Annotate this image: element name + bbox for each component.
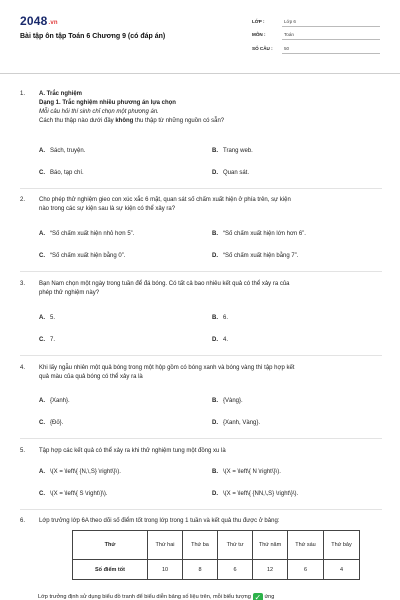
option-text: Trang web. <box>223 148 253 154</box>
option-4b[interactable] <box>212 398 243 404</box>
option-key: B. <box>212 231 218 237</box>
option-text: \(X = \left\{ N \right\}\). <box>223 469 281 475</box>
option-key: D. <box>212 491 218 497</box>
option-2d[interactable] <box>212 253 298 259</box>
option-5c[interactable] <box>39 491 108 497</box>
option-text: “Số chấm xuất hiện bằng 7”. <box>223 253 299 259</box>
question-number: 1. <box>20 91 26 97</box>
table-header-cell: Thứ <box>73 531 148 560</box>
question-text-part: Cách thu thập nào dưới đây <box>39 118 116 124</box>
option-text: \(X = \left\{ {NN,\,S} \right\}\). <box>223 491 299 497</box>
table-header-cell: Thứ tư <box>218 531 253 560</box>
option-4a[interactable] <box>39 398 70 404</box>
meta-value: 50 <box>284 46 290 51</box>
section-heading: A. Trắc nghiệm <box>39 91 83 97</box>
option-text: {Xanh, Vàng}. <box>223 420 261 426</box>
option-text: Quan sát. <box>223 170 250 176</box>
option-key: C. <box>39 491 45 497</box>
question-text-continuation <box>38 593 274 600</box>
question-number: 6. <box>20 518 26 524</box>
option-text: “Số chấm xuất hiện lớn hơn 6”. <box>223 231 306 237</box>
option-key: C. <box>39 337 45 343</box>
option-5b[interactable] <box>212 469 281 475</box>
table-header-cell: Thứ ba <box>183 531 218 560</box>
table-cell: 12 <box>253 560 288 580</box>
table-header-cell: Thứ năm <box>253 531 288 560</box>
table-cell: 8 <box>183 560 218 580</box>
option-text: “Số chấm xuất hiện nhỏ hơn 5”. <box>50 231 135 237</box>
option-3b[interactable] <box>212 315 228 321</box>
divider <box>282 53 380 54</box>
divider <box>282 39 380 40</box>
question-number: 3. <box>20 281 26 287</box>
option-3a[interactable] <box>39 315 55 321</box>
option-text: 5. <box>50 315 56 321</box>
option-4c[interactable] <box>39 420 63 426</box>
option-4d[interactable] <box>212 420 260 426</box>
table-row <box>73 560 360 580</box>
question-text: Lớp trưởng lớp 6A theo dõi số điểm tốt trong lớp trong 1 tuần và kết quả thu được ở bảng: <box>39 518 280 524</box>
option-key: C. <box>39 420 45 426</box>
option-1a[interactable] <box>39 148 85 154</box>
option-text: Sách, truyện. <box>50 148 86 154</box>
option-2a[interactable] <box>39 231 134 237</box>
table-row-label: Số điểm tốt <box>73 560 148 580</box>
option-key: A. <box>39 398 45 404</box>
option-text: \(X = \left\{ {N,\,S} \right\}\). <box>50 469 121 475</box>
question-divider <box>20 509 382 510</box>
option-key: D. <box>212 170 218 176</box>
logo-suffix: .vn <box>48 20 58 26</box>
meta-label: LỚP : <box>252 19 265 24</box>
table-cell: 4 <box>324 560 360 580</box>
meta-value: Lớp 6 <box>284 19 296 24</box>
option-text: {Đỏ}. <box>50 420 64 426</box>
meta-value: Toán <box>284 32 294 37</box>
option-key: C. <box>39 170 45 176</box>
continuation-text: ứng <box>264 594 275 600</box>
option-text: {Xanh}. <box>50 398 70 404</box>
meta-label: SỐ CÂU : <box>252 46 273 51</box>
option-1d[interactable] <box>212 170 249 176</box>
meta-label: MÔN : <box>252 32 266 37</box>
question-number: 2. <box>20 197 26 203</box>
option-text: 7. <box>50 337 56 343</box>
option-key: D. <box>212 337 218 343</box>
question-divider <box>20 271 382 272</box>
subsection-heading: Dạng 1. Trắc nghiệm nhiều phương án lựa chọn <box>39 100 176 106</box>
option-3d[interactable] <box>212 337 228 343</box>
table-cell: 6 <box>218 560 253 580</box>
option-key: B. <box>212 398 218 404</box>
logo-text: 2048 <box>20 14 48 28</box>
option-text: \(X = \left\{ S \right\}\). <box>50 491 108 497</box>
question-text: quả màu của quả bóng có thể xảy ra là <box>39 374 143 380</box>
option-3c[interactable] <box>39 337 55 343</box>
option-1b[interactable] <box>212 148 253 154</box>
question-text: Cho phép thử nghiệm gieo con xúc xắc 6 mặt, quan sát số chấm xuất hiện ở phía trên, sự kiện <box>39 197 291 203</box>
page-title: Bài tập ôn tập Toán 6 Chương 9 (có đáp án) <box>20 33 166 40</box>
table-header-cell: Thứ bảy <box>324 531 360 560</box>
question-text: Tập hợp các kết quả có thể xảy ra khi thử nghiệm tung một đồng xu là <box>39 448 226 454</box>
option-1c[interactable] <box>39 170 84 176</box>
site-logo[interactable] <box>20 14 58 28</box>
option-2c[interactable] <box>39 253 125 259</box>
option-text: {Vàng}. <box>223 398 243 404</box>
option-2b[interactable] <box>212 231 306 237</box>
option-text: “Số chấm xuất hiện bằng 0”. <box>50 253 126 259</box>
option-key: D. <box>212 253 218 259</box>
question-text <box>39 117 379 126</box>
option-key: A. <box>39 315 45 321</box>
table-header-cell: Thứ hai <box>148 531 183 560</box>
option-key: C. <box>39 253 45 259</box>
option-5a[interactable] <box>39 469 121 475</box>
table-cell: 10 <box>148 560 183 580</box>
option-key: B. <box>212 469 218 475</box>
question-text: nào trong các sự kiện sau là sự kiện có thể xảy ra? <box>39 206 176 212</box>
question-text: Bạn Nam chọn một ngày trong tuần để đá bóng. Có tất cả bao nhiêu kết quả có thể xảy ra của <box>39 281 290 287</box>
option-text: 4. <box>223 337 229 343</box>
score-table <box>72 530 360 580</box>
divider <box>282 26 380 27</box>
header-divider <box>0 73 400 74</box>
question-divider <box>20 438 382 439</box>
instruction-text: Mỗi câu hỏi thí sinh chỉ chọn một phương án. <box>39 109 159 115</box>
table-cell: 6 <box>288 560 324 580</box>
option-key: A. <box>39 148 45 154</box>
continuation-text: Lớp trưởng định sử dụng biểu đồ tranh để biểu diễn bảng số liệu trên, mỗi biểu tượng <box>38 594 251 600</box>
question-emphasis: không <box>115 118 134 124</box>
option-key: D. <box>212 420 218 426</box>
question-divider <box>20 355 382 356</box>
option-key: A. <box>39 469 45 475</box>
question-text: Khi lấy ngẫu nhiên một quả bóng trong một hộp gồm có bóng xanh và bóng vàng thì tập hợp kết <box>39 365 295 371</box>
table-header-cell: Thứ sáu <box>288 531 324 560</box>
question-number: 4. <box>20 365 26 371</box>
question-text: phép thử nghiệm này? <box>39 290 100 296</box>
question-divider <box>20 188 382 189</box>
option-text: Báo, tạp chí. <box>50 170 84 176</box>
check-icon: ✓ <box>253 593 263 600</box>
option-key: A. <box>39 231 45 237</box>
question-number: 5. <box>20 448 26 454</box>
table-header-row <box>73 531 360 560</box>
option-key: B. <box>212 315 218 321</box>
option-key: B. <box>212 148 218 154</box>
question-text-part: thu thập từ những nguồn có sẵn? <box>133 118 225 124</box>
option-5d[interactable] <box>212 491 298 497</box>
option-text: 6. <box>223 315 229 321</box>
